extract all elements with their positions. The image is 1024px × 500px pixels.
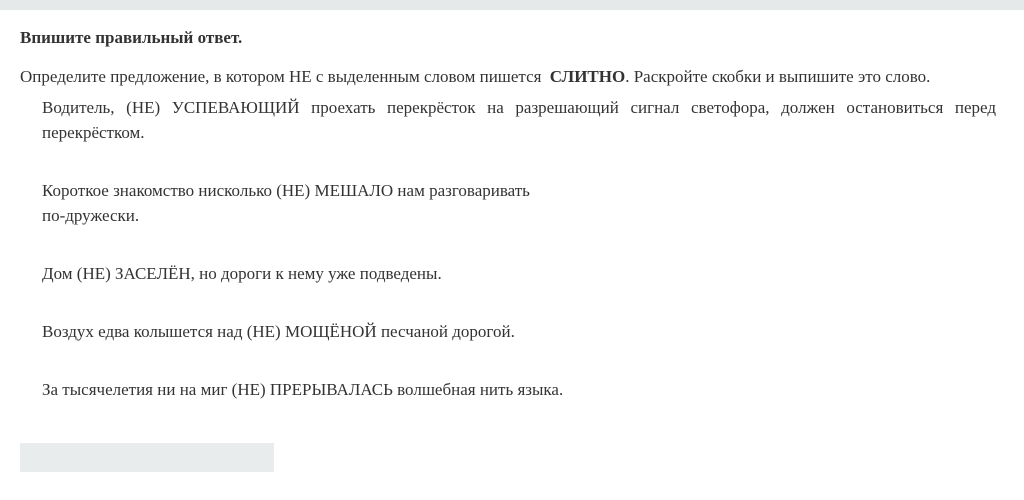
options-list bbox=[42, 95, 996, 402]
prompt-text-before: Определите предложение, в котором НЕ с выделенным словом пишется bbox=[20, 67, 542, 86]
option-2-line-2: по-дружески. bbox=[42, 206, 140, 225]
option-2-line-1: Короткое знакомство нисколько (НЕ) МЕШАЛО нам разговаривать bbox=[42, 181, 530, 200]
option-2 bbox=[42, 178, 996, 228]
top-bar bbox=[0, 0, 1024, 10]
task-container bbox=[20, 27, 996, 435]
option-3: Дом (НЕ) ЗАСЕЛЁН, но дороги к нему уже подведены. bbox=[42, 264, 442, 283]
prompt-text-after: . Раскройте скобки и выпишите это слово. bbox=[625, 67, 931, 86]
option-5: За тысячелетия ни на миг (НЕ) ПРЕРЫВАЛАСЬ волшебная нить языка. bbox=[42, 380, 564, 399]
option-1: Водитель, (НЕ) УСПЕВАЮЩИЙ проехать перекрёсток на разрешающий сигнал светофора, должен остановиться перед перекрёстком. bbox=[42, 98, 996, 142]
task-instruction: Впишите правильный ответ. bbox=[20, 28, 243, 47]
option-4: Воздух едва колышется над (НЕ) МОЩЁНОЙ песчаной дорогой. bbox=[42, 322, 515, 341]
prompt-emphasis: СЛИТНО bbox=[549, 67, 626, 86]
answer-input[interactable] bbox=[20, 443, 274, 472]
task-prompt bbox=[20, 66, 996, 88]
